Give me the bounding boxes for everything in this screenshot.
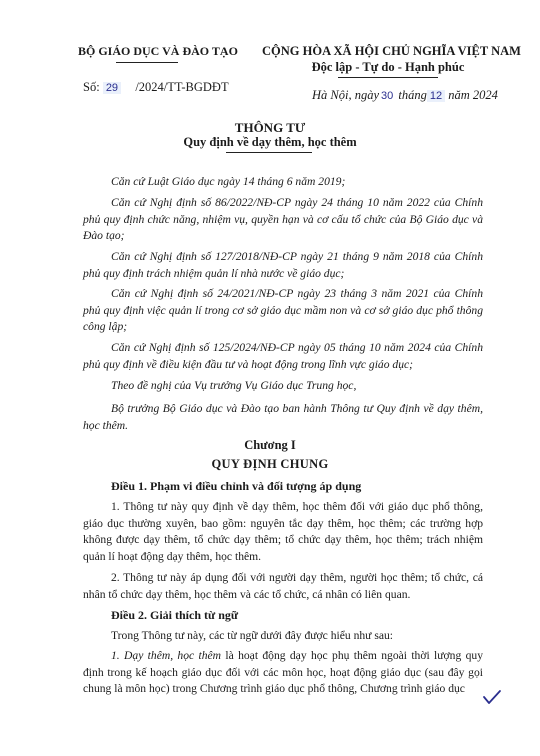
document-subtitle: Quy định về dạy thêm, học thêm bbox=[183, 135, 357, 149]
clause-1-definition: là hoạt động dạy học phụ thêm ngoài thời lượng quy định trong kế hoạch giáo dục đối với các môn học, hoạt động giáo dục (sau đây gọi chung là môn học) trong Chương trình giáo dục phổ thông, Chương trình giáo dục bbox=[83, 649, 483, 696]
date-month-word: tháng bbox=[398, 88, 427, 102]
date-month: 12 bbox=[427, 90, 445, 102]
date-day: 30 bbox=[381, 90, 394, 102]
document-title: THÔNG TƯ bbox=[234, 120, 306, 135]
article-1-heading: Điều 1. Phạm vi điều chỉnh và đối tượng áp dụng bbox=[111, 479, 362, 493]
preamble-1: Căn cứ Luật Giáo dục ngày 14 tháng 6 năm 2019; bbox=[111, 175, 346, 188]
number-label: Số: bbox=[83, 80, 100, 94]
preamble-4: Căn cứ Nghị định số 24/2021/NĐ-CP ngày 23 tháng 3 năm 2021 của Chính phủ quy định việc quản lí trong cơ sở giáo dục mầm non và cơ sở giáo dục phổ thông công lập; bbox=[83, 287, 483, 334]
number-suffix: /2024/TT-BGDĐT bbox=[135, 80, 229, 94]
checkmark-icon bbox=[482, 689, 502, 707]
preamble-2: Căn cứ Nghị định số 86/2022/NĐ-CP ngày 24 tháng 10 năm 2022 của Chính phủ quy định chức năng, nhiệm vụ, quyền hạn và cơ cấu tổ chức của Bộ Giáo dục và Đào tạo; bbox=[83, 196, 483, 243]
date-year: năm 2024 bbox=[448, 88, 498, 102]
article-2-clause-1 bbox=[83, 648, 483, 698]
article-1-clause-1: 1. Thông tư này quy định về dạy thêm, học thêm đối với giáo dục phổ thông, giáo dục thường xuyên, bao gồm: nguyên tắc dạy thêm, học thêm; các trường hợp không được dạy thêm, tổ chức dạy thêm; tổ chức dạy thêm, học thêm; trách nhiệm quản lí hoạt động dạy thêm, học thêm. bbox=[83, 500, 483, 563]
title-underline bbox=[226, 152, 312, 153]
date-prefix: Hà Nội, ngày bbox=[312, 88, 380, 102]
number-handwritten: 29 bbox=[103, 82, 121, 94]
national-motto: Độc lập - Tự do - Hạnh phúc bbox=[311, 60, 465, 74]
preamble-7: Bộ trưởng Bộ Giáo dục và Đào tạo ban hành Thông tư Quy định về dạy thêm, học thêm. bbox=[83, 402, 483, 432]
preamble-5: Căn cứ Nghị định số 125/2024/NĐ-CP ngày 05 tháng 10 năm 2024 của Chính phủ quy định về điều kiện đầu tư và hoạt động trong lĩnh vực giáo dục; bbox=[83, 341, 483, 371]
article-2-intro: Trong Thông tư này, các từ ngữ dưới đây được hiểu như sau: bbox=[111, 629, 394, 642]
chapter-label: Chương I bbox=[244, 438, 296, 452]
ministry-underline bbox=[116, 62, 178, 63]
preamble-3: Căn cứ Nghị định số 127/2018/NĐ-CP ngày 21 tháng 9 năm 2018 của Chính phủ quy định trách nhiệm quản lí nhà nước về giáo dục; bbox=[83, 250, 483, 280]
article-2-heading: Điều 2. Giải thích từ ngữ bbox=[111, 608, 239, 622]
preamble-6: Theo đề nghị của Vụ trưởng Vụ Giáo dục Trung học, bbox=[111, 379, 357, 392]
chapter-name: QUY ĐỊNH CHUNG bbox=[211, 457, 329, 471]
clause-1-term: 1. Dạy thêm, học thêm bbox=[111, 649, 222, 662]
issue-date bbox=[312, 88, 498, 103]
republic-name: CỘNG HÒA XÃ HỘI CHỦ NGHĨA VIỆT NAM bbox=[262, 44, 521, 58]
motto-underline bbox=[338, 77, 438, 78]
document-number bbox=[83, 80, 229, 95]
article-1-clause-2: 2. Thông tư này áp dụng đối với người dạy thêm, người học thêm; tổ chức, cá nhân tổ chức dạy thêm, học thêm và các tổ chức, cá nhân có liên quan. bbox=[83, 571, 483, 601]
ministry-name: BỘ GIÁO DỤC VÀ ĐÀO TẠO bbox=[78, 44, 238, 58]
